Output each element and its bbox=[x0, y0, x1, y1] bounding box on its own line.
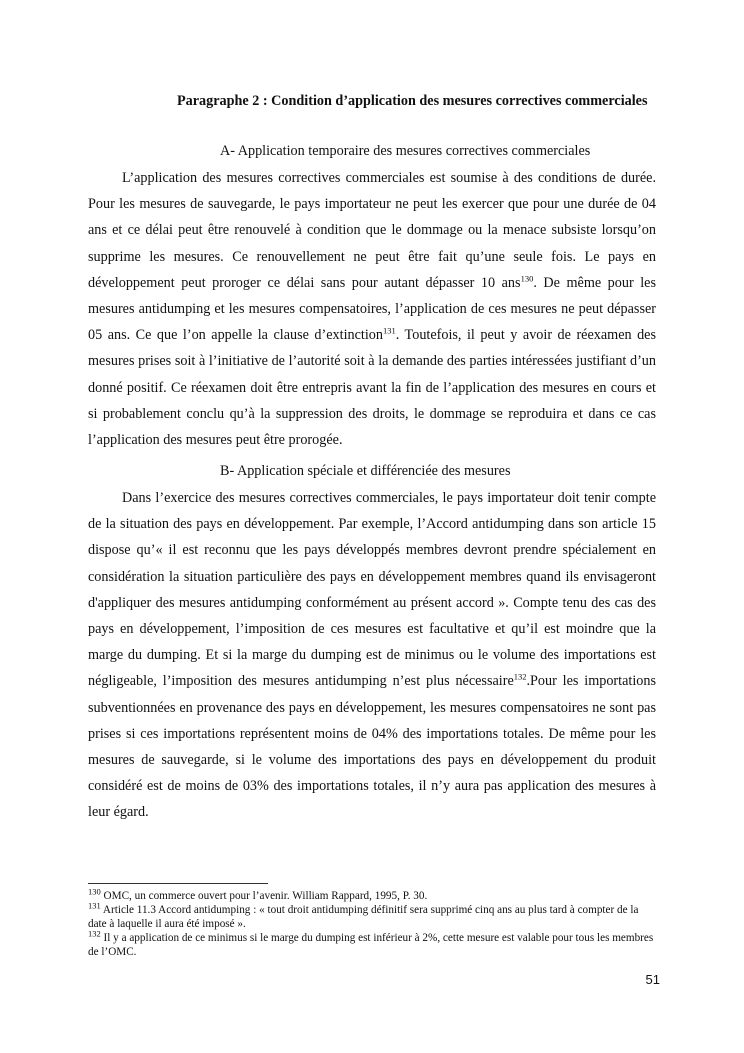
footnote-text: Il y a application de ce minimus si le marge du dumping est inférieur à 2%, cette mesure est valable pour tous les membres de l’OMC. bbox=[88, 932, 654, 958]
section-a-title: A- Application temporaire des mesures correctives commerciales bbox=[220, 143, 591, 159]
footnote-132 bbox=[88, 928, 656, 959]
footnote-text: Article 11.3 Accord antidumping : « tout droit antidumping définitif sera supprimé cinq ans au plus tard à compter de la date à laquelle il aura été imposé ». bbox=[88, 904, 639, 930]
footnote-text: OMC, un commerce ouvert pour l’avenir. William Rappard, 1995, P. 30. bbox=[100, 890, 428, 902]
section-b-text-2: .Pour les importations subventionnées en provenance des pays en développement, les mesures compensatoires ne sont pas prises si ces importations représentent moins de 04% des importations totales. De même pour les mesures de sauvegarde, si le volume des importations des pays en développement du produit considéré est de moins de 03% des importations totales, il n’y aura pas application des mesures à leur égard. bbox=[88, 673, 656, 821]
section-a-body bbox=[88, 165, 656, 453]
section-b-title: B- Application spéciale et différenciée des mesures bbox=[220, 463, 511, 479]
footnote-number: 130 bbox=[88, 886, 101, 897]
section-b-body bbox=[88, 485, 656, 826]
footnotes bbox=[88, 886, 656, 959]
page-number: 51 bbox=[645, 972, 660, 987]
footnote-131 bbox=[88, 900, 656, 931]
footnote-130 bbox=[88, 886, 656, 903]
footnote-ref-131[interactable]: 131 bbox=[383, 325, 396, 336]
section-a-text-1: L’application des mesures correctives commerciales est soumise à des conditions de durée. Pour les mesures de sauvegarde, le pays importateur ne peut les exercer que pour une durée de 04 ans et ce délai peut être renouvelé à condition que le dommage ou la menace subsiste lorsqu’on supprime les mesures. Ce renouvellement ne peut être fait qu’une seule fois. Le pays en développement peut proroger ce délai sans pour autant dépasser 10 ans bbox=[88, 170, 656, 291]
section-b-text-1: Dans l’exercice des mesures correctives commerciales, le pays importateur doit tenir compte de la situation des pays en développement. Par exemple, l’Accord antidumping dans son article 15 dispose qu’« il est reconnu que les pays développés membres devront prendre spécialement en considération la situation particulière des pays en développement membres quand ils envisageront d'appliquer des mesures antidumping conformément au présent accord ». Compte tenu des cas des pays en développement, l’imposition de ces mesures est facultative et qu’il est moindre que la marge du dumping. Et si la marge du dumping est de minimus ou le volume des importations est négligeable, l’imposition des mesures antidumping n’est plus nécessaire bbox=[88, 490, 656, 690]
section-a-text-2: . De même pour les mesures antidumping et les mesures compensatoires, l’application de ces mesures ne peut dépasser 05 ans. Ce que l’on appelle la clause d’extinction bbox=[88, 274, 656, 344]
section-a-text-3: . Toutefois, il peut y avoir de réexamen des mesures prises soit à l’initiative de l’autorité soit à la demande des parties intéressées justifiant d’un donné positif. Ce réexamen doit être entrepris avant la fin de l’application des mesures en cours et si probablement conclu qu’à la suppression des droits, le dommage se reproduira et dans ce cas l’application des mesures peut être prorogée. bbox=[88, 327, 657, 449]
footnote-number: 132 bbox=[88, 928, 101, 939]
footnote-separator bbox=[88, 883, 268, 884]
paragraph-heading: Paragraphe 2 : Condition d’application des mesures correctives commerciales bbox=[177, 93, 648, 109]
footnote-ref-132[interactable]: 132 bbox=[513, 671, 527, 682]
footnote-ref-130[interactable]: 130 bbox=[520, 273, 534, 284]
footnote-number: 131 bbox=[88, 900, 101, 911]
